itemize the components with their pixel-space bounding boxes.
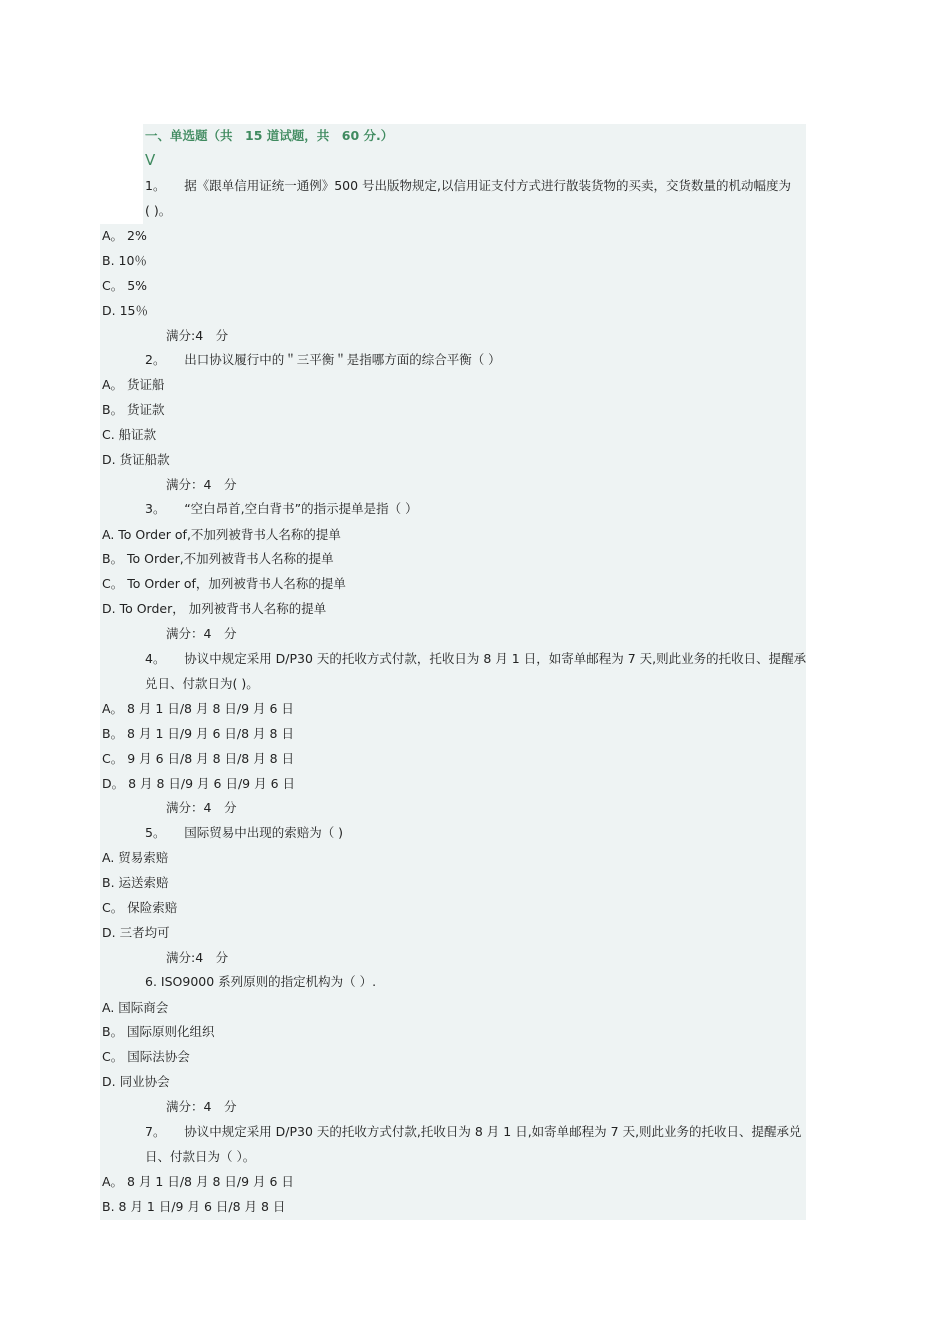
option-c[interactable]: C. 船证款 [102,427,157,442]
question-prompt: 3。 “空白昂首,空白背书”的指示提单是指（ ） [145,501,418,516]
content-shade-left [100,224,143,1220]
option-b[interactable]: B。 国际原则化组织 [102,1024,215,1039]
question-prompt: 5。 国际贸易中出现的索赔为（ ) [145,825,344,840]
option-d[interactable]: D。 8 月 8 日/9 月 6 日/9 月 6 日 [102,776,295,791]
option-d[interactable]: D. 同业协会 [102,1074,170,1089]
option-d[interactable]: D. 三者均可 [102,925,170,940]
option-b[interactable]: B。 货证款 [102,402,165,417]
question-prompt: 1。 据《跟单信用证统一通例》500 号出版物规定,以信用证支付方式进行散装货物的买卖，交货数量的机动幅度为 [145,178,792,193]
option-b[interactable]: B。 8 月 1 日/9 月 6 日/8 月 8 日 [102,726,294,741]
option-c[interactable]: C。 国际法协会 [102,1049,190,1064]
option-a[interactable]: A。 8 月 1 日/8 月 8 日/9 月 6 日 [102,1174,294,1189]
question-prompt: 7。 协议中规定采用 D/P30 天的托收方式付款,托收日为 8 月 1 日,如寄单邮程为 7 天,则此业务的托收日、提醒承兑 [145,1124,802,1139]
question-prompt: 2。 出口协议履行中的＂三平衡＂是指哪方面的综合平衡（ ） [145,352,501,367]
option-a[interactable]: A. 国际商会 [102,1000,169,1015]
content-shade-top [143,124,806,1220]
question-prompt-cont: 日、付款日为（ ）。 [145,1149,256,1164]
option-a[interactable]: A。 2% [102,228,147,243]
option-b[interactable]: B。 To Order,不加列被背书人名称的提单 [102,551,334,566]
option-d[interactable]: D. 货证船款 [102,452,170,467]
question-prompt: 4。 协议中规定采用 D/P30 天的托收方式付款，托收日为 8 月 1 日，如寄单邮程为 7 天,则此业务的托收日、提醒承 [145,651,807,666]
option-c[interactable]: C。 9 月 6 日/8 月 8 日/8 月 8 日 [102,751,295,766]
question-prompt: 6. ISO9000 系列原则的指定机构为（ ）. [145,974,377,989]
option-a[interactable]: A。 8 月 1 日/8 月 8 日/9 月 6 日 [102,701,294,716]
option-b[interactable]: B. 8 月 1 日/9 月 6 日/8 月 8 日 [102,1199,286,1214]
option-d[interactable]: D. 15％ [102,303,148,318]
option-c[interactable]: C。 5% [102,278,148,293]
check-mark: V [145,151,156,169]
section-header: 一、单选题（共 15 道试题，共 60 分.） [145,128,394,143]
option-a[interactable]: A. 贸易索赔 [102,850,169,865]
score-label: 满分：4 分 [166,477,237,492]
option-d[interactable]: D. To Order， 加列被背书人名称的提单 [102,601,327,616]
option-b[interactable]: B. 运送索赔 [102,875,169,890]
score-label: 满分：4 分 [166,800,237,815]
score-label: 满分:4 分 [166,950,229,965]
option-a[interactable]: A。 货证船 [102,377,165,392]
option-c[interactable]: C。 保险索赔 [102,900,178,915]
question-prompt-cont: ( )。 [145,203,172,218]
option-b[interactable]: B. 10％ [102,253,147,268]
score-label: 满分:4 分 [166,328,229,343]
option-a[interactable]: A. To Order of,不加列被背书人名称的提单 [102,527,341,542]
option-c[interactable]: C。 To Order of，加列被背书人名称的提单 [102,576,346,591]
score-label: 满分：4 分 [166,626,237,641]
question-prompt-cont: 兑日、付款日为( )。 [145,676,259,691]
score-label: 满分：4 分 [166,1099,237,1114]
